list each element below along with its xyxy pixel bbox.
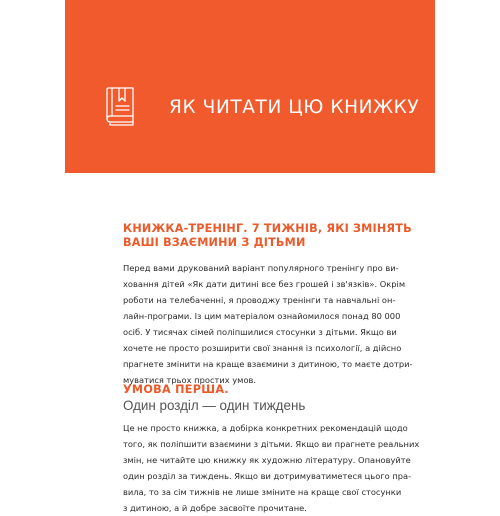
section-heading (123, 222, 413, 250)
book-with-bookmark-icon (103, 85, 137, 129)
text-line: лайн-програми. Із цим матеріалом ознайомилося понад 80 000 (123, 311, 401, 321)
text-line: муватися трьох простих умов. (123, 375, 257, 385)
text-line: роботи на телебаченні, я проводжу тренінги та навчальні он- (123, 295, 396, 305)
text-line: Перед вами друкований варіант популярного тренінгу про ви- (123, 263, 399, 273)
text-line: Це не просто книжка, а добірка конкретних рекомендацій щодо (123, 423, 408, 433)
condition-subtitle: Один розділ — один тиждень (123, 398, 306, 413)
text-line: ховання дітей «Як дати дитині все без грошей і зв'язків». Окрім (123, 279, 406, 289)
condition-title: УМОВА ПЕРША. (123, 383, 229, 396)
text-line: осіб. У тисячах сімей поліпшилися стосунки з дітьми. Якщо ви (123, 327, 397, 337)
condition-paragraph (123, 420, 420, 516)
chapter-title: ЯК ЧИТАТИ ЦЮ КНИЖКУ (169, 97, 420, 118)
text-line: з дитиною, а й добре засвоїте прочитане. (123, 503, 307, 513)
text-line: один розділ за тиждень. Якщо ви дотримуватиметеся цього пра- (123, 471, 412, 481)
section-heading-line-2: ВАШІ ВЗАЄМИНИ З ДІТЬМИ (123, 236, 306, 249)
intro-paragraph (123, 260, 413, 388)
text-line: хочете не просто розширити свої знання із психології, а дійсно (123, 343, 402, 353)
text-line: того, як поліпшити взаємини з дітьми. Якщо ви прагнете реальних (123, 439, 420, 449)
text-line: прагнете змінити на краще взаємини з дитиною, то маєте дотри- (123, 359, 413, 369)
text-line: вила, то за сім тижнів не лише зміните на краще свої стосунки (123, 487, 402, 497)
text-line: змін, не читайте цю книжку як художню літературу. Опановуйте (123, 455, 411, 465)
section-heading-line-1: КНИЖКА-ТРЕНІНГ. 7 ТИЖНІВ, ЯКІ ЗМІНЯТЬ (123, 222, 412, 235)
